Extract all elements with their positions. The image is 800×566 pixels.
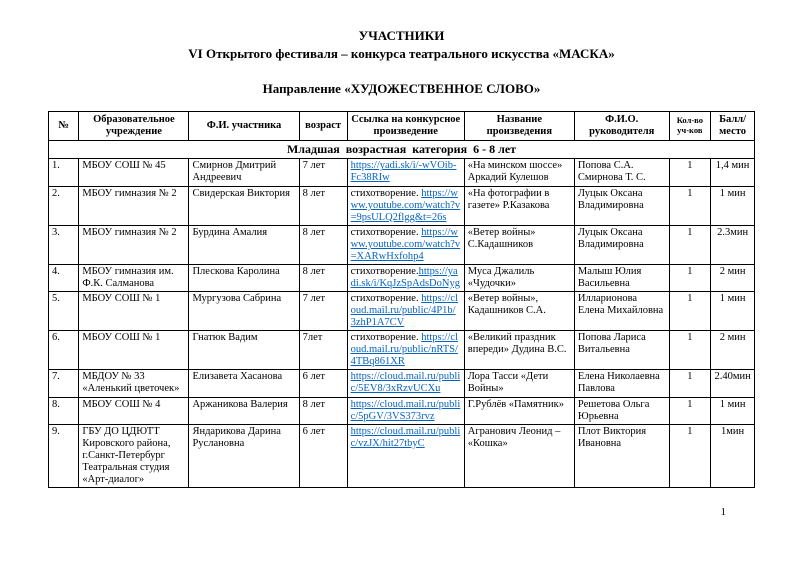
link-prefix-text: стихотворение. bbox=[350, 332, 422, 344]
participant-row bbox=[49, 264, 755, 291]
cell-row-number: 3. bbox=[49, 225, 79, 264]
cell-score: 1мин bbox=[711, 424, 755, 487]
cell-age: 8 лет bbox=[299, 225, 347, 264]
participant-row bbox=[49, 292, 755, 331]
cell-age: 8 лет bbox=[299, 397, 347, 424]
cell-participant-count: 1 bbox=[669, 370, 711, 397]
cell-school: ГБУ ДО ЦДЮТТ Кировского района, г.Санкт-Петербург Театральная студия «Арт-диалог» bbox=[79, 424, 189, 487]
participant-row bbox=[49, 225, 755, 264]
cell-leader: Попова С.А. Смирнова Т. С. bbox=[574, 159, 669, 186]
cell-link bbox=[347, 331, 464, 370]
cell-age: 6 лет bbox=[299, 424, 347, 487]
cell-participant-name: Яндарикова Дарина Руслановна bbox=[189, 424, 299, 487]
participant-row bbox=[49, 186, 755, 225]
cell-link bbox=[347, 186, 464, 225]
cell-work-title: Агранович Леонид – «Кошка» bbox=[464, 424, 574, 487]
participant-row bbox=[49, 331, 755, 370]
cell-participant-count: 1 bbox=[669, 424, 711, 487]
cell-work-title: Г.Рублёв «Памятник» bbox=[464, 397, 574, 424]
competition-work-link[interactable]: https://yadi.sk/i/KqJzSpAdsDoNyg bbox=[350, 265, 460, 289]
participants-table bbox=[48, 111, 755, 488]
cell-work-title: Муса Джалиль «Чудочки» bbox=[464, 264, 574, 291]
col-header-age: возраст bbox=[299, 111, 347, 140]
cell-link bbox=[347, 264, 464, 291]
cell-score: 1 мин bbox=[711, 292, 755, 331]
cell-participant-count: 1 bbox=[669, 397, 711, 424]
cell-work-title: Лора Тасси «Дети Войны» bbox=[464, 370, 574, 397]
competition-work-link[interactable]: https://www.youtube.com/watch?v=XARwHxfohp4 bbox=[350, 226, 461, 262]
cell-leader: Плот Виктория Ивановна bbox=[574, 424, 669, 487]
cell-school: МБОУ СОШ № 1 bbox=[79, 331, 189, 370]
festival-subtitle: VI Открытого фестиваля – конкурса театрального искусства «МАСКА» bbox=[188, 46, 615, 62]
col-header-link: Ссылка на конкурсное произведение bbox=[347, 111, 464, 140]
cell-participant-name: Свидерская Виктория bbox=[189, 186, 299, 225]
cell-score: 2 мин bbox=[711, 264, 755, 291]
cell-participant-count: 1 bbox=[669, 292, 711, 331]
cell-leader: Луцык Оксана Владимировна bbox=[574, 225, 669, 264]
link-prefix-text: стихотворение. bbox=[350, 187, 422, 199]
cell-work-title: «На фотографии в газете» Р.Казакова bbox=[464, 186, 574, 225]
cell-school: МБОУ гимназия им. Ф.К. Салманова bbox=[79, 264, 189, 291]
cell-school: МБОУ СОШ № 1 bbox=[79, 292, 189, 331]
cell-participant-count: 1 bbox=[669, 186, 711, 225]
link-prefix-text: стихотворение. bbox=[350, 293, 422, 305]
cell-row-number: 6. bbox=[49, 331, 79, 370]
header-row bbox=[49, 111, 755, 140]
competition-work-link[interactable]: https://cloud.mail.ru/public/nRTS/4TBq861XR bbox=[350, 332, 458, 368]
cell-participant-name: Плескова Каролина bbox=[189, 264, 299, 291]
col-header-participant: Ф.И. участника bbox=[189, 111, 299, 140]
competition-work-link[interactable]: https://cloud.mail.ru/public/5pGV/3VS373rvz bbox=[350, 398, 461, 422]
cell-row-number: 9. bbox=[49, 424, 79, 487]
cell-link bbox=[347, 159, 464, 186]
cell-score: 2.3мин bbox=[711, 225, 755, 264]
link-prefix-text: стихотворение. bbox=[350, 265, 419, 277]
cell-work-title: «Великий праздник впереди» Дудина В.С. bbox=[464, 331, 574, 370]
cell-score: 1 мин bbox=[711, 186, 755, 225]
col-header-work: Название произведения bbox=[464, 111, 574, 140]
cell-school: МБОУ СОШ № 45 bbox=[79, 159, 189, 186]
cell-participant-count: 1 bbox=[669, 331, 711, 370]
cell-row-number: 8. bbox=[49, 397, 79, 424]
direction-heading: Направление «ХУДОЖЕСТВЕННОЕ СЛОВО» bbox=[262, 80, 541, 96]
category-row bbox=[49, 140, 755, 159]
cell-school: МБОУ СОШ № 4 bbox=[79, 397, 189, 424]
cell-link bbox=[347, 397, 464, 424]
cell-row-number: 2. bbox=[49, 186, 79, 225]
competition-work-link[interactable]: https://yadi.sk/i/-wVOib-Fc38RIw bbox=[350, 160, 457, 184]
cell-score: 1,4 мин bbox=[711, 159, 755, 186]
cell-leader: Илларионова Елена Михайловна bbox=[574, 292, 669, 331]
cell-score: 2.40мин bbox=[711, 370, 755, 397]
cell-age: 8 лет bbox=[299, 186, 347, 225]
competition-work-link[interactable]: https://cloud.mail.ru/public/4P1b/3zhP1A7CV bbox=[350, 293, 458, 329]
col-header-leader: Ф.И.О. руководителя bbox=[574, 111, 669, 140]
cell-school: МБОУ гимназия № 2 bbox=[79, 225, 189, 264]
cell-row-number: 4. bbox=[49, 264, 79, 291]
cell-school: МБДОУ № 33 «Аленький цветочек» bbox=[79, 370, 189, 397]
participant-row bbox=[49, 424, 755, 487]
col-header-number: № bbox=[49, 111, 79, 140]
cell-work-title: «Ветер войны» С.Кадашников bbox=[464, 225, 574, 264]
cell-age: 7лет bbox=[299, 331, 347, 370]
cell-link bbox=[347, 424, 464, 487]
cell-participant-name: Мургузова Сабрина bbox=[189, 292, 299, 331]
cell-leader: Малыш Юлия Васильевна bbox=[574, 264, 669, 291]
cell-age: 7 лет bbox=[299, 292, 347, 331]
cell-participant-name: Елизавета Хасанова bbox=[189, 370, 299, 397]
cell-link bbox=[347, 292, 464, 331]
cell-leader: Луцык Оксана Владимировна bbox=[574, 186, 669, 225]
col-header-count: Кол-во уч-ков bbox=[669, 111, 711, 140]
cell-score: 2 мин bbox=[711, 331, 755, 370]
cell-participant-count: 1 bbox=[669, 264, 711, 291]
cell-participant-count: 1 bbox=[669, 225, 711, 264]
competition-work-link[interactable]: https://cloud.mail.ru/public/vzJX/hit27tbyC bbox=[350, 425, 461, 449]
cell-participant-name: Гнатюк Вадим bbox=[189, 331, 299, 370]
link-prefix-text: стихотворение. bbox=[350, 226, 422, 238]
page-number: 1 bbox=[720, 506, 726, 518]
col-header-score: Балл/ место bbox=[711, 111, 755, 140]
cell-participant-count: 1 bbox=[669, 159, 711, 186]
cell-leader: Попова Лариса Витальевна bbox=[574, 331, 669, 370]
cell-age: 6 лет bbox=[299, 370, 347, 397]
age-category-label: Младшая возрастная категория 6 - 8 лет bbox=[49, 140, 755, 159]
participant-row bbox=[49, 159, 755, 186]
cell-score: 1 мин bbox=[711, 397, 755, 424]
cell-link bbox=[347, 370, 464, 397]
cell-row-number: 7. bbox=[49, 370, 79, 397]
cell-leader: Решетова Ольга Юрьевна bbox=[574, 397, 669, 424]
cell-age: 8 лет bbox=[299, 264, 347, 291]
cell-leader: Елена Николаевна Павлова bbox=[574, 370, 669, 397]
cell-participant-name: Бурдина Амалия bbox=[189, 225, 299, 264]
cell-participant-name: Аржаникова Валерия bbox=[189, 397, 299, 424]
cell-work-title: «На минском шоссе» Аркадий Кулешов bbox=[464, 159, 574, 186]
cell-school: МБОУ гимназия № 2 bbox=[79, 186, 189, 225]
competition-work-link[interactable]: https://www.youtube.com/watch?v=9psULQ2flgg&t=26s bbox=[350, 187, 461, 223]
col-header-school: Образовательное учреждение bbox=[79, 111, 189, 140]
competition-work-link[interactable]: https://cloud.mail.ru/public/5EV8/3xRzvUCXu bbox=[350, 371, 461, 395]
participant-row bbox=[49, 397, 755, 424]
cell-link bbox=[347, 225, 464, 264]
cell-age: 7 лет bbox=[299, 159, 347, 186]
page-title: УЧАСТНИКИ bbox=[358, 28, 445, 43]
cell-work-title: «Ветер войны», Кадашников С.А. bbox=[464, 292, 574, 331]
cell-row-number: 1. bbox=[49, 159, 79, 186]
participant-row bbox=[49, 370, 755, 397]
cell-participant-name: Смирнов Дмитрий Андреевич bbox=[189, 159, 299, 186]
participants-table-body bbox=[49, 159, 755, 488]
cell-row-number: 5. bbox=[49, 292, 79, 331]
